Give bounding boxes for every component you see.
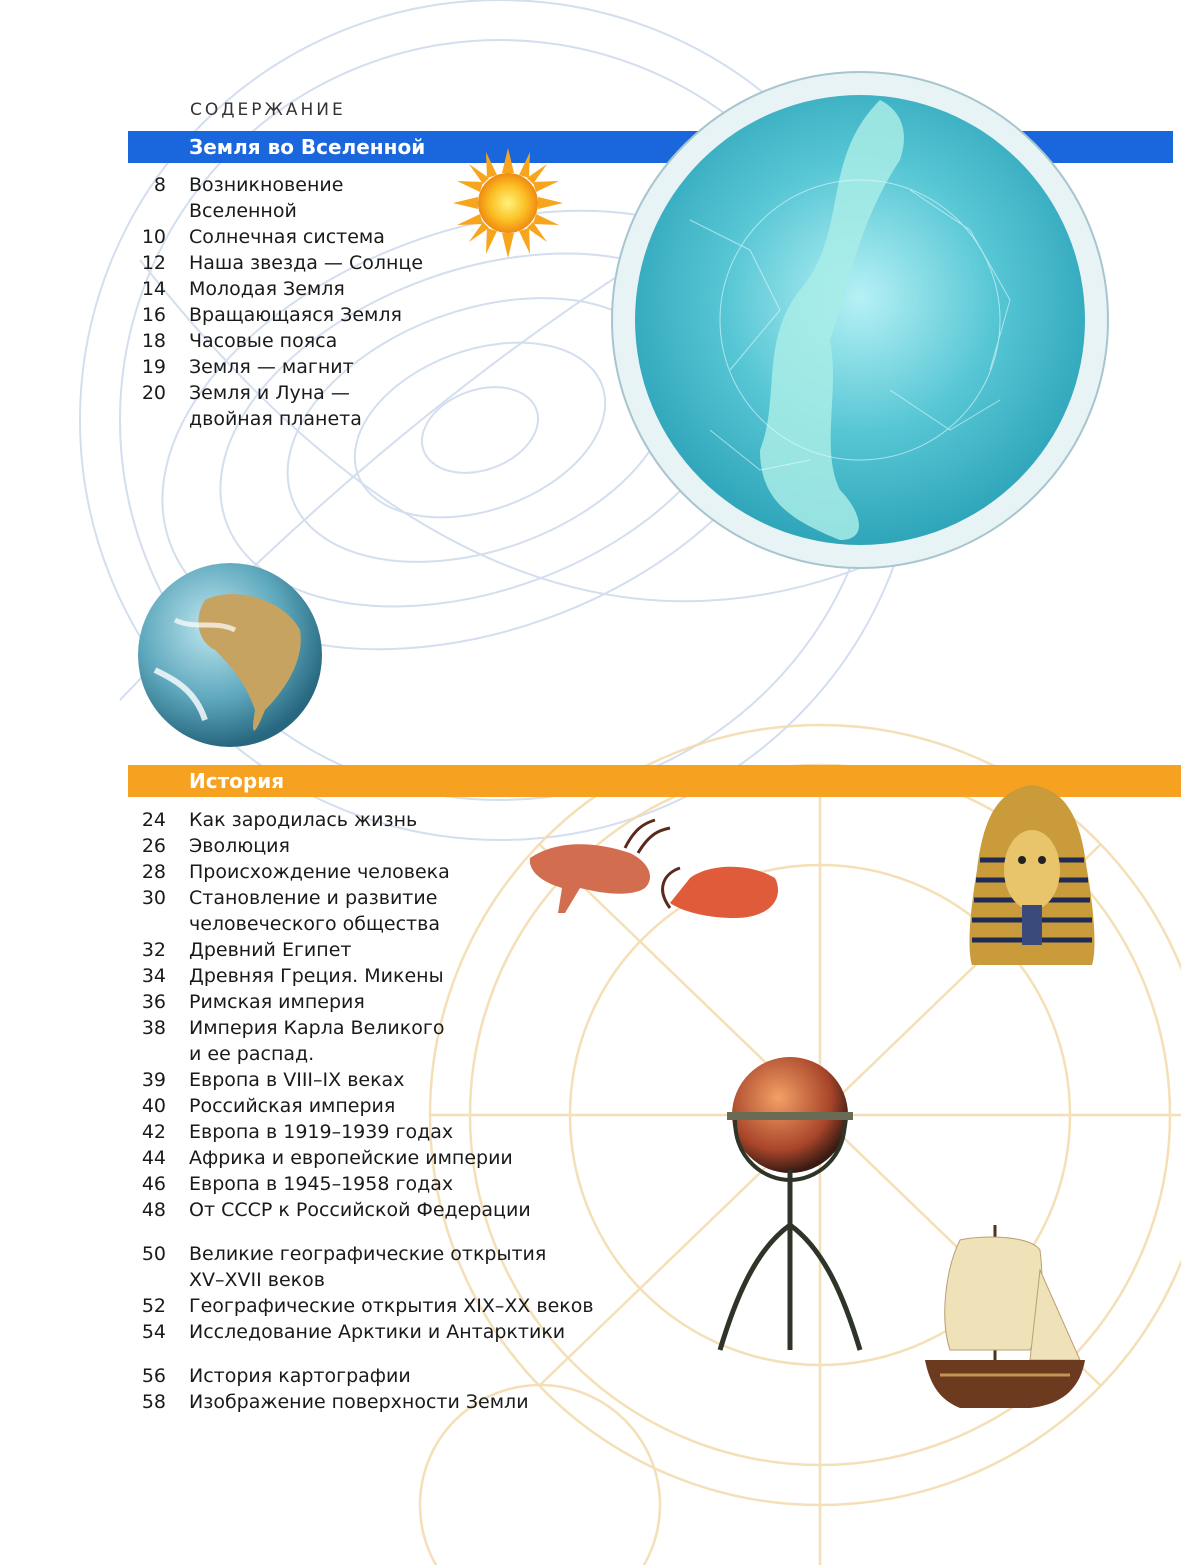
terrestrial-globe-icon — [715, 1050, 865, 1370]
toc-item-title: Возникновение Вселенной — [189, 174, 344, 222]
toc-page-number: 42 — [141, 1121, 166, 1143]
toc-item-title: Империя Карла Великого и ее распад. — [189, 1017, 445, 1065]
toc-item-title: Африка и европейские империи — [189, 1147, 513, 1169]
earth-globe-icon — [135, 560, 325, 750]
toc-page-number: 20 — [141, 382, 166, 404]
toc-page-number: 32 — [141, 939, 166, 961]
toc-item-title: Европа в VIII–IX веках — [189, 1069, 405, 1091]
toc-item-title: Великие географические открытия XV–XVII веков — [189, 1243, 547, 1291]
toc-item-title: Российская империя — [189, 1095, 396, 1117]
toc-page-number: 19 — [141, 356, 166, 378]
toc-page-number: 52 — [141, 1295, 166, 1317]
toc-page-number: 10 — [141, 226, 166, 248]
toc-page-number: 50 — [141, 1243, 166, 1265]
toc-item-title: Вращающаяся Земля — [189, 304, 402, 326]
pharaoh-mask-icon — [962, 780, 1102, 970]
toc-item-title: Солнечная система — [189, 226, 385, 248]
caravel-ship-icon — [920, 1210, 1090, 1420]
toc-item-title: Европа в 1945–1958 годах — [189, 1173, 454, 1195]
cave-painting-icon — [520, 818, 790, 938]
toc-item-title: Как зародилась жизнь — [189, 809, 418, 831]
toc-page-number: 46 — [141, 1173, 166, 1195]
toc-page-number: 40 — [141, 1095, 166, 1117]
toc-page-number: 8 — [153, 174, 166, 196]
toc-page-number: 14 — [141, 278, 166, 300]
toc-page-number: 54 — [141, 1321, 166, 1343]
toc-page-number: 16 — [141, 304, 166, 326]
toc-item-title: История картографии — [189, 1365, 411, 1387]
toc-item-title: Происхождение человека — [189, 861, 450, 883]
toc-page-number: 58 — [141, 1391, 166, 1413]
toc-item-title: Древняя Греция. Микены — [189, 965, 444, 987]
toc-page-number: 48 — [141, 1199, 166, 1221]
toc-page-number: 18 — [141, 330, 166, 352]
toc-page-number: 38 — [141, 1017, 166, 1039]
toc-item-title: Становление и развитие человеческого общества — [189, 887, 440, 935]
toc-item-title: Исследование Арктики и Антарктики — [189, 1321, 566, 1343]
section-title: Земля во Вселенной — [189, 135, 426, 159]
toc-item-title: Географические открытия XIX–XX веков — [189, 1295, 594, 1317]
toc-item-title: Древний Египет — [189, 939, 352, 961]
toc-page-number: 39 — [141, 1069, 166, 1091]
sun-icon — [453, 148, 563, 258]
toc-page-number: 44 — [141, 1147, 166, 1169]
toc-item-title: Наша звезда — Солнце — [189, 252, 424, 274]
toc-item-title: Часовые пояса — [189, 330, 338, 352]
page-heading: СОДЕРЖАНИЕ — [190, 100, 346, 120]
toc-item-title: Римская империя — [189, 991, 365, 1013]
toc-page-number: 30 — [141, 887, 166, 909]
toc-page-number: 34 — [141, 965, 166, 987]
toc-item-title: Европа в 1919–1939 годах — [189, 1121, 454, 1143]
toc-item-title: Земля и Луна — двойная планета — [189, 382, 362, 430]
toc-page-number: 26 — [141, 835, 166, 857]
toc-item-title: Молодая Земля — [189, 278, 345, 300]
toc-page-number: 28 — [141, 861, 166, 883]
toc-page-number: 12 — [141, 252, 166, 274]
toc-item-title: От СССР к Российской Федерации — [189, 1199, 531, 1221]
toc-page-number: 56 — [141, 1365, 166, 1387]
toc-item-title: Изображение поверхности Земли — [189, 1391, 529, 1413]
section-title: История — [189, 769, 285, 793]
star-map-icon — [610, 70, 1110, 570]
toc-page-number: 36 — [141, 991, 166, 1013]
toc-item-title: Эволюция — [189, 835, 290, 857]
toc-item-title: Земля — магнит — [189, 356, 354, 378]
toc-page-number: 24 — [141, 809, 166, 831]
